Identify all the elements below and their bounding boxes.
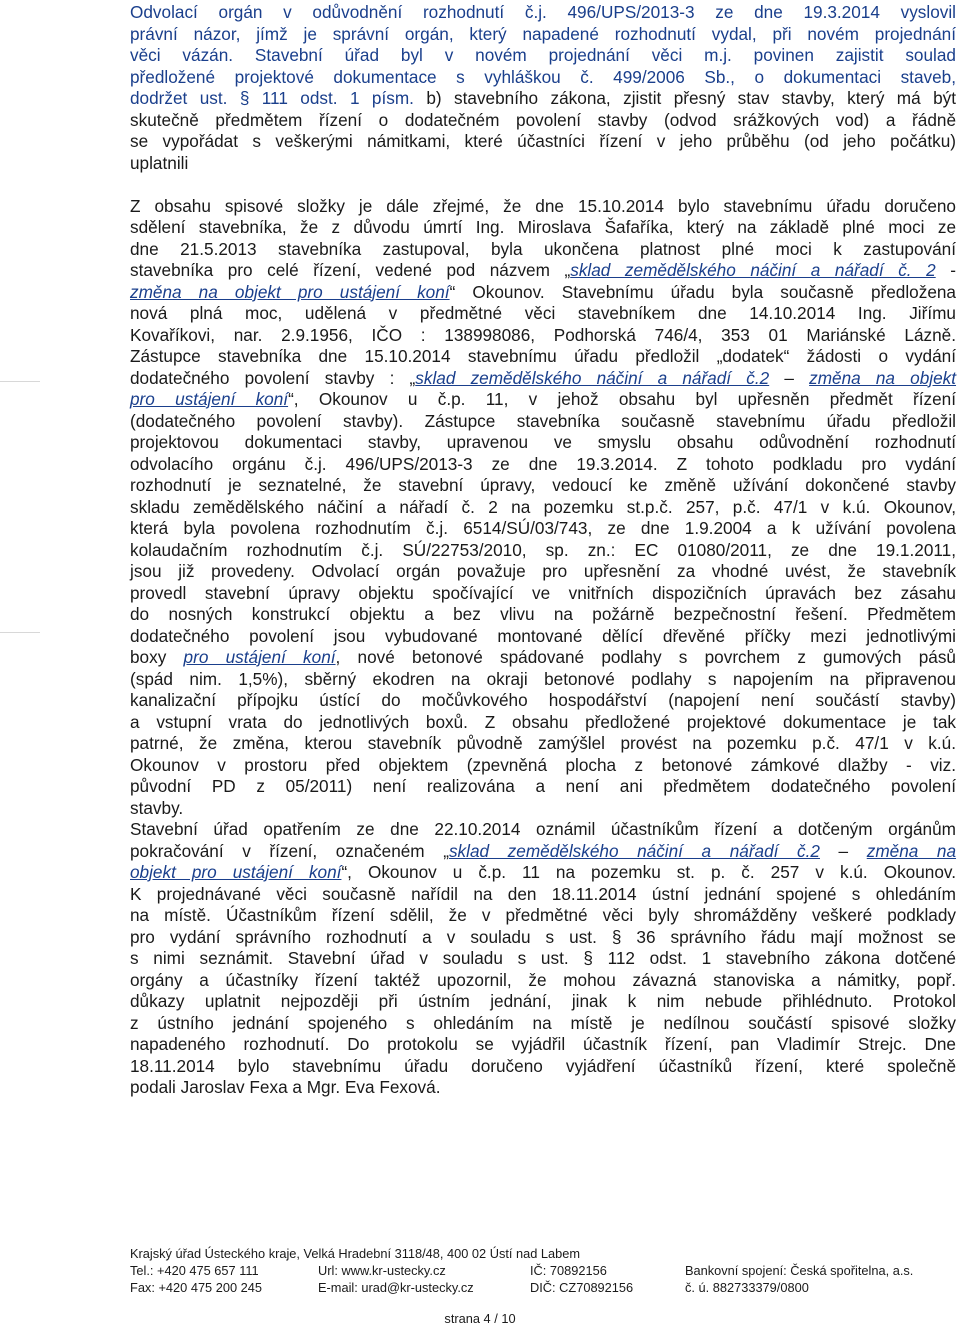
- footer-account: č. ú. 882733379/0800: [685, 1280, 809, 1295]
- margin-mark: [0, 381, 40, 382]
- text-line: provedl stavební úpravy objektu spočívající ve vnitřních dispozičních úpravách bez zásahu: [130, 582, 956, 603]
- text-line: pro ustájení koní“, Okounov u č.p. 11, v jehož obsahu byl upřesněn předmět řízení: [130, 389, 956, 409]
- text-line: (spád nim. 1,5%), sběrný ekodren na okraji betonové podlahy s napojením na připravenou: [130, 668, 956, 689]
- text-line: podali Jaroslav Fexa a Mgr. Eva Fexová.: [130, 1077, 441, 1097]
- text-line: původní PD z 05/2011) není realizována a není ani předmětem dodatečného povolení: [130, 776, 956, 796]
- text-line: a vstupní vrata do jednotlivých boxů. Z obsahu předložené projektové dokumentace je tak: [130, 711, 956, 732]
- text-line: se vypořádat s veškerými námitkami, které účastníci řízení v jeho průběhu (od jeho počátku): [130, 131, 956, 151]
- margin-mark: [0, 632, 40, 633]
- footer-row: [130, 1279, 956, 1296]
- text-line: projektovou dokumentaci stavby, upravenou ve smyslu obsahu odůvodnění rozhodnutí: [130, 432, 956, 452]
- text-line: jsou již provedeny. Odvolací orgán považuje pro upřesnění za vhodné uvést, že stavebník: [130, 561, 956, 581]
- footer-dic: DIČ: CZ70892156: [530, 1280, 634, 1295]
- text-line: dodržet ust. § 111 odst. 1 písm. b) stavebního zákona, zjistit přesný stav stavby, který má být: [130, 88, 957, 108]
- footer-url[interactable]: Url: www.kr-ustecky.cz: [318, 1263, 446, 1278]
- text-line: dne 21.5.2013 stavebníka zastupoval, byla ukončena platnost plné moci k zastupování: [130, 238, 956, 259]
- text-line: věci vázán. Stavební úřad byl v novém projednání věci m.j. povinen zajistit soulad: [130, 45, 956, 65]
- footer-address: Krajský úřad Ústeckého kraje, Velká Hradební 3118/48, 400 02 Ústí nad Labem: [130, 1246, 581, 1261]
- text-line: Z obsahu spisové složky je dále zřejmé, že dne 15.10.2014 bylo stavebnímu úřadu doručeno: [130, 195, 956, 216]
- document-body: [130, 2, 956, 1099]
- text-line: K projednávané věci současně nařídil na den 18.11.2014 ústní jednání spojené s ohledáním: [130, 883, 956, 904]
- text-line: která byla povolena rozhodnutím č.j. 6514/SÚ/03/743, ze dne 1.9.2004 a k užívání povolena: [130, 518, 956, 538]
- text-line: Stavební úřad opatřením ze dne 22.10.2014 oznámil účastníkům řízení a dotčeným orgánům: [130, 819, 956, 839]
- text-line: sdělení stavebníka, že z důvodu úmrtí Ing. Miroslava Šafaříka, který na základě plné moci ze: [130, 217, 956, 237]
- text-line: kolaudačním rozhodnutím č.j. SÚ/22753/2010, sp. zn.: EC 01080/2011, ze dne 19.1.2011,: [130, 539, 956, 560]
- text-line: změna na objekt pro ustájení koní“ Okounov. Stavebnímu úřadu byla současně předložena: [130, 281, 956, 302]
- text-line: do nosných konstrukcí objektu a bez vlivu na požárně bezpečnostní řešení. Předmětem: [130, 604, 956, 624]
- text-line: Zástupce stavebníka dne 15.10.2014 stavebnímu úřadu předložil „dodatek“ žádosti o vydání: [130, 346, 956, 366]
- text-line: stavebníka pro celé řízení, vedené pod názvem „sklad zemědělského náčiní a nářadí č. 2 -: [130, 260, 956, 280]
- footer-bank: Bankovní spojení: Česká spořitelna, a.s.: [685, 1263, 914, 1278]
- text-line: rozhodnutí je seznatelné, že stavební úpravy, vedoucí ke změně užívání dokončené stavby: [130, 475, 956, 495]
- text-line: s nimi seznámit. Stavební úřad v souladu s ust. § 112 odst. 1 stavebního zákona dotčené: [130, 948, 956, 968]
- text-line: (dodatečného povolení stavby). Zástupce stavebníka současně stavebnímu úřadu předložil: [130, 410, 956, 431]
- text-line: předložené projektové dokumentace s vyhláškou č. 499/2006 Sb., o dokumentaci staveb,: [130, 66, 956, 87]
- footer-ico: IČ: 70892156: [530, 1263, 607, 1278]
- text-line: boxy pro ustájení koní, nové betonové spádované podlahy s povrchem z gumových pásů: [130, 647, 956, 667]
- text-line: skladu zemědělského náčiní a nářadí č. 2 na pozemku st.p.č. 257, p.č. 47/1 v k.ú. Okounov,: [130, 496, 956, 517]
- text-line: odvolacího orgánu č.j. 496/UPS/2013-3 ze dne 19.3.2014. Z tohoto podkladu pro vydání: [130, 453, 956, 474]
- blank-line: [130, 174, 956, 196]
- text-line: 18.11.2014 bylo stavebnímu úřadu doručeno vyjádření účastníků řízení, které společně: [130, 1055, 956, 1076]
- text-line: skutečně předmětem řízení o dodatečném povolení stavby (odvod srážkových vod) a řádně: [130, 109, 956, 130]
- text-line: pokračování v řízení, označeném „sklad zemědělského náčiní a nářadí č.2 – změna na: [130, 840, 957, 861]
- text-line: stavby.: [130, 797, 184, 818]
- footer-tel: Tel.: +420 475 657 111: [130, 1263, 259, 1278]
- text-line: dodatečného povolení stavby : „sklad zemědělského náčiní a nářadí č.2 – změna na objekt: [130, 367, 957, 388]
- text-line: orgány a účastníky řízení taktéž upozornil, že mohou závazná stanoviska a námitky, popř.: [130, 969, 956, 990]
- text-line: na místě. Účastníkům řízení sdělil, že v předmětné věci byly shromážděny veškeré podklady: [130, 905, 956, 925]
- footer-row: [130, 1245, 956, 1262]
- text-line: nová plná moc, udělená v předmětné věci stavebníkem dne 14.10.2014 Ing. Jiřímu: [130, 303, 956, 323]
- text-line: dodatečného povolení jsou vybudované montované dělící dřevěné příčky mezi jednotlivými: [130, 625, 956, 646]
- footer-email[interactable]: E-mail: urad@kr-ustecky.cz: [318, 1280, 474, 1295]
- text-line: důkazy uplatnit nejpozději při ústním jednání, jinak k nim nebude přihlédnuto. Protokol: [130, 991, 956, 1011]
- text-line: patrné, že změna, kterou stavebník původně zamýšlel provést na pozemku p.č. 47/1 v k.ú.: [130, 733, 956, 753]
- footer: [130, 1245, 956, 1296]
- page-number: strana 4 / 10: [444, 1311, 516, 1326]
- text-line: z ústního jednání spojeného s ohledáním na místě je nedílnou součástí spisové složky: [130, 1012, 956, 1033]
- text-line: Kovaříkovi, nar. 2.9.1956, IČO : 138998086, Podhorská 746/4, 353 01 Mariánské Lázně.: [130, 324, 956, 345]
- text-line: kanalizační přípojku ústící do močůvkového hospodářství (napojení není součástí stavby): [130, 690, 956, 710]
- text-line: objekt pro ustájení koní“, Okounov u č.p. 11 na pozemku st. p. č. 257 v k.ú. Okounov.: [130, 862, 956, 882]
- text-line: uplatnili: [130, 152, 189, 173]
- text-line: právní názor, jímž je správní orgán, který napadené rozhodnutí vydal, při novém projednání: [130, 23, 956, 44]
- footer-row: [130, 1262, 956, 1279]
- text-line: Okounov v prostoru před objektem (zpevněná plocha z betonové zámkové dlažby - viz.: [130, 754, 956, 775]
- text-line: pro vydání správního rozhodnutí a v souladu s ust. § 36 správního řádu mají možnost se: [130, 926, 956, 947]
- footer-fax: Fax: +420 475 200 245: [130, 1280, 262, 1295]
- text-line: Odvolací orgán v odůvodnění rozhodnutí č.j. 496/UPS/2013-3 ze dne 19.3.2014 vyslovil: [130, 2, 956, 22]
- text-line: napadeného rozhodnutí. Do protokolu se vyjádřil účastník řízení, pan Vladimír Strejc. Dne: [130, 1034, 956, 1054]
